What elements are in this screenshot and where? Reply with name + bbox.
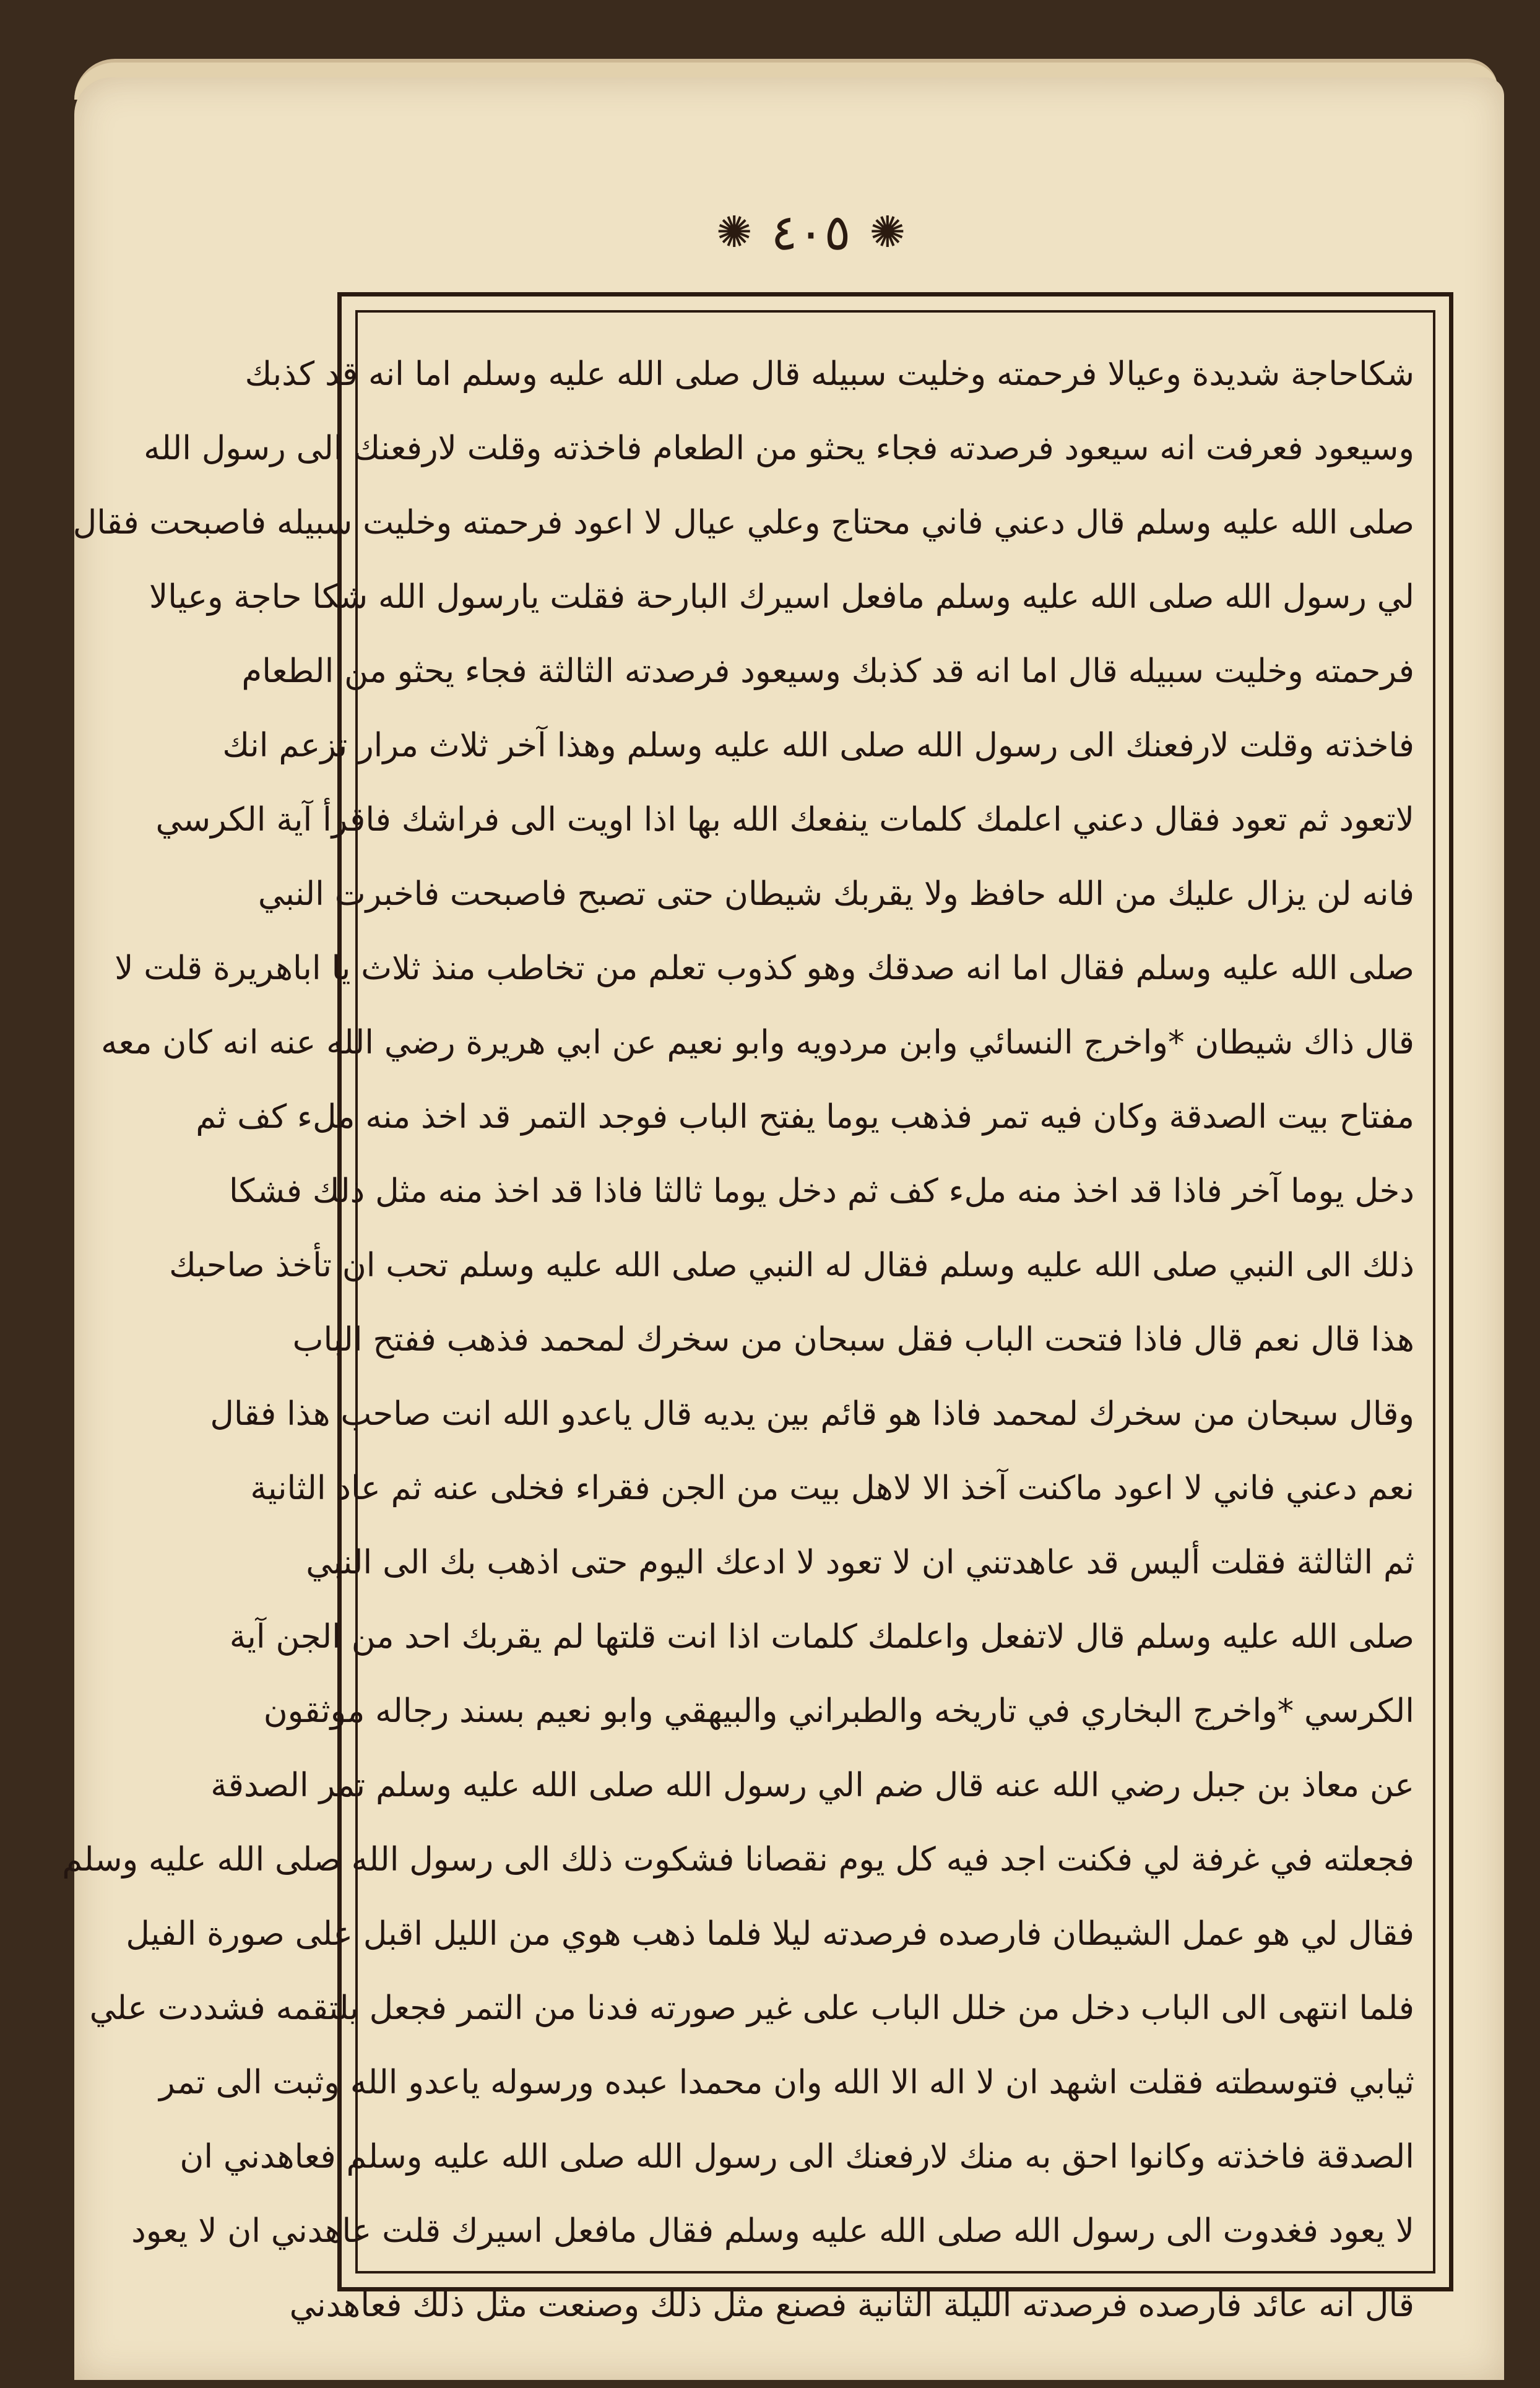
text-line: الكرسي *واخرج البخاري في تاريخه والطبراني والبيهقي وابو نعيم بسند رجاله موثقون (263, 1692, 1414, 1730)
text-line: قال ذاك شيطان *واخرج النسائي وابن مردويه وابو نعيم عن ابي هريرة رضي الله عنه انه كان معه (101, 1024, 1414, 1062)
text-line: لا يعود فغدوت الى رسول الله صلى الله عليه وسلم فقال مافعل اسيرك قلت عاهدني ان لا يعود (131, 2212, 1414, 2250)
text-line: نعم دعني فاني لا اعود ماكنت آخذ الا لاهل بيت من الجن فقراء فخلى عنه ثم عاد الثانية (250, 1469, 1414, 1507)
text-line: ثم الثالثة فقلت أليس قد عاهدتني ان لا تعود لا ادعك اليوم حتى اذهب بك الى النبي (306, 1544, 1414, 1581)
text-body (62, 337, 1414, 2324)
text-line: فانه لن يزال عليك من الله حافظ ولا يقربك شيطان حتى تصبح فاصبحت فاخبرت النبي (257, 875, 1414, 913)
ornament-left-icon: ✺ (716, 207, 753, 257)
text-line: ثيابي فتوسطته فقلت اشهد ان لا اله الا الله وان محمدا عبده ورسوله ياعدو الله وثبت الى تمر (159, 2064, 1414, 2101)
text-line: لاتعود ثم تعود فقال دعني اعلمك كلمات ينفعك الله بها اذا اويت الى فراشك فاقرأ آية الكرسي (155, 801, 1414, 839)
text-line: فجعلته في غرفة لي فكنت اجد فيه كل يوم نقصانا فشكوت ذلك الى رسول الله صلى الله عليه وسلم (62, 1841, 1414, 1879)
text-line: وسيعود فعرفت انه سيعود فرصدته فجاء يحثو من الطعام فاخذته وقلت لارفعنك الى رسول الله (144, 430, 1414, 467)
ornament-right-icon: ✺ (869, 207, 906, 257)
text-line: دخل يوما آخر فاذا قد اخذ منه ملء كف ثم دخل يوما ثالثا فاذا قد اخذ منه مثل ذلك فشكا (228, 1172, 1414, 1210)
text-line: شكاحاجة شديدة وعيالا فرحمته وخليت سبيله قال صلى الله عليه وسلم اما انه قد كذبك (244, 355, 1414, 393)
text-line: صلى الله عليه وسلم فقال اما انه صدقك وهو كذوب تعلم من تخاطب منذ ثلاث يا اباهريرة قلت لا (115, 950, 1414, 987)
text-line: هذا قال نعم قال فاذا فتحت الباب فقل سبحان من سخرك لمحمد فذهب ففتح الباب (292, 1321, 1414, 1359)
text-line: فاخذته وقلت لارفعنك الى رسول الله صلى الله عليه وسلم وهذا آخر ثلاث مرار تزعم انك (222, 727, 1414, 764)
page-number: ٤٠٥ (771, 203, 851, 261)
text-line: وقال سبحان من سخرك لمحمد فاذا هو قائم بين يديه قال ياعدو الله انت صاحب هذا فقال (210, 1395, 1414, 1433)
text-line: صلى الله عليه وسلم قال لاتفعل واعلمك كلمات اذا انت قلتها لم يقربك احد من الجن آية (229, 1618, 1414, 1656)
page-header (656, 186, 966, 279)
text-frame-inner (62, 310, 1435, 2324)
text-line: مفتاح بيت الصدقة وكان فيه تمر فذهب يوما يفتح الباب فوجد التمر قد اخذ منه ملء كف ثم (196, 1098, 1414, 1136)
text-line: قال انه عائد فارصده فرصدته الليلة الثانية فصنع مثل ذلك وصنعت مثل ذلك فعاهدني (289, 2286, 1414, 2324)
text-line: عن معاذ بن جبل رضي الله عنه قال ضم الي رسول الله صلى الله عليه وسلم تمر الصدقة (210, 1767, 1414, 1804)
text-line: صلى الله عليه وسلم قال دعني فاني محتاج وعلي عيال لا اعود فرحمته وخليت سبيله فاصبحت فقال (72, 504, 1414, 542)
text-line: فلما انتهى الى الباب دخل من خلل الباب على غير صورته فدنا من التمر فجعل يلتقمه فشددت علي (89, 1989, 1414, 2027)
text-frame-outer (62, 292, 1453, 2324)
text-line: الصدقة فاخذته وكانوا احق به منك لارفعنك الى رسول الله صلى الله عليه وسلم فعاهدني ان (180, 2138, 1414, 2176)
text-line: فرحمته وخليت سبيله قال اما انه قد كذبك وسيعود فرصدته الثالثة فجاء يحثو من الطعام (241, 652, 1414, 690)
text-line: ذلك الى النبي صلى الله عليه وسلم فقال له النبي صلى الله عليه وسلم تحب ان تأخذ صاحبك (169, 1247, 1414, 1284)
text-line: لي رسول الله صلى الله عليه وسلم مافعل اسيرك البارحة فقلت يارسول الله شكا حاجة وعيالا (149, 578, 1414, 616)
text-line: فقال لي هو عمل الشيطان فارصده فرصدته ليلا فلما ذهب هوي من الليل اقبل على صورة الفيل (126, 1915, 1414, 1953)
